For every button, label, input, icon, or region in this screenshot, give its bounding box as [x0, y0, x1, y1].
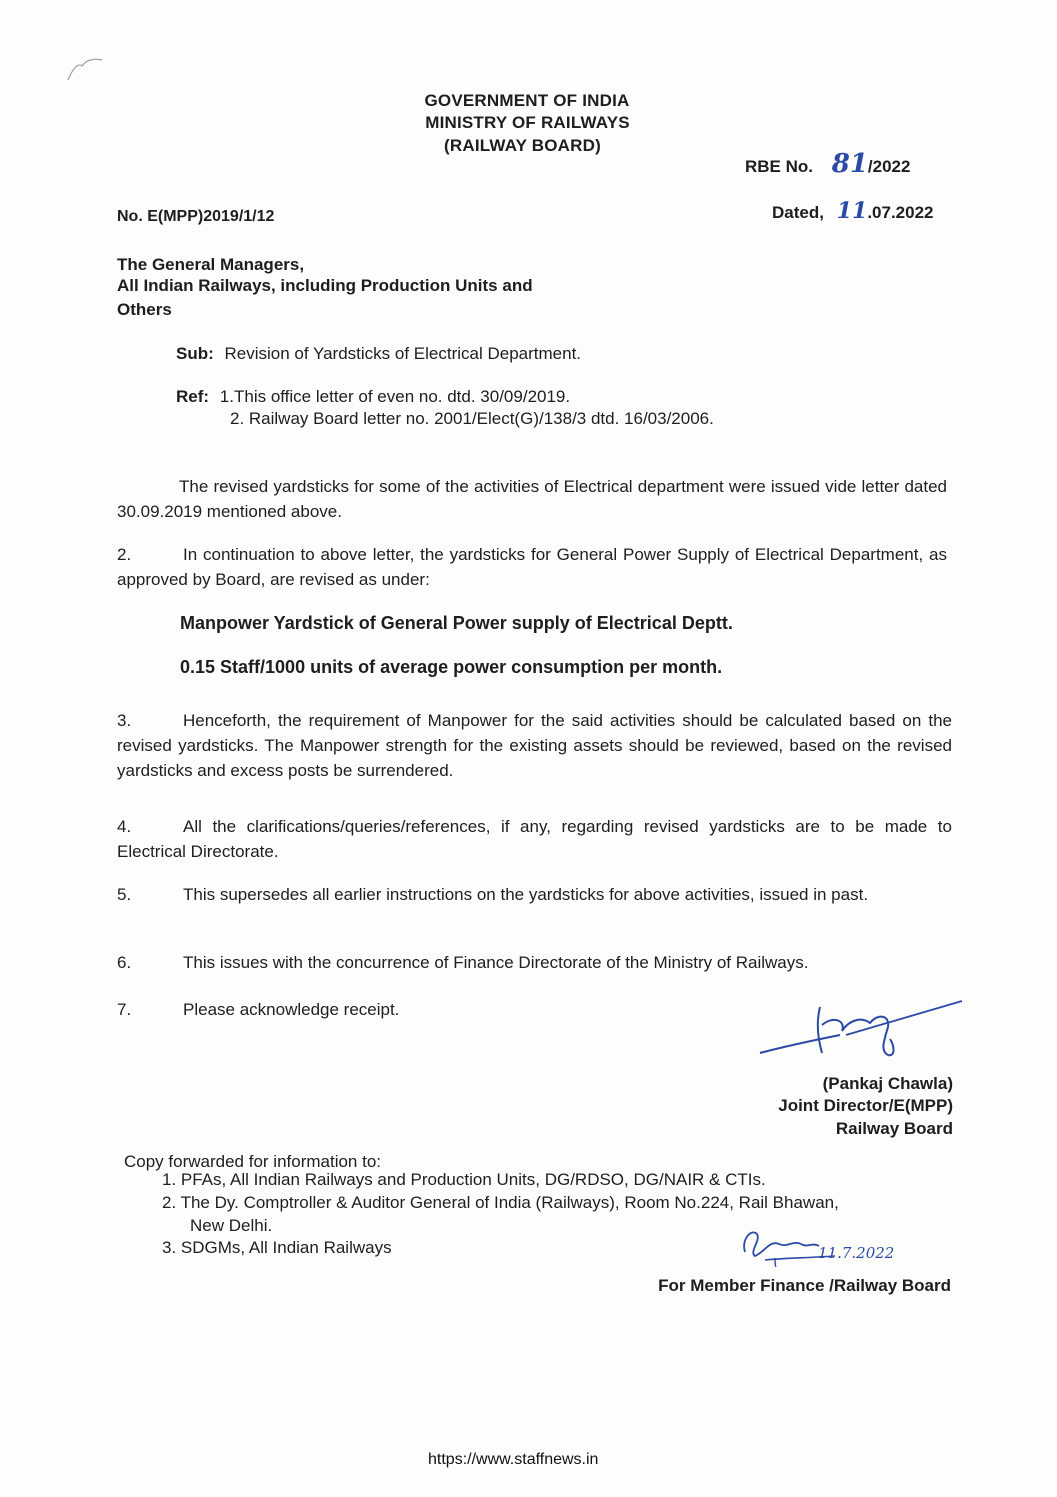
paragraph-5-text: This supersedes all earlier instructions on the yardsticks for above activities, issued in past. [183, 885, 869, 904]
paragraph-7-number: 7. [117, 1000, 132, 1019]
dated-label: Dated, [772, 203, 824, 222]
for-member-finance: For Member Finance /Railway Board [658, 1276, 951, 1295]
paragraph-5 [117, 882, 952, 907]
rbe-handwritten-number: 81 [831, 149, 868, 179]
paragraph-4-number: 4. [117, 817, 132, 836]
yardstick-value: 0.15 Staff/1000 units of average power consumption per month. [180, 657, 723, 677]
reference-item-2: 2. Railway Board letter no. 2001/Elect(G)/138/3 dtd. 16/03/2006. [230, 409, 714, 428]
paragraph-6 [117, 950, 952, 975]
reference-item-1: 1.This office letter of even no. dtd. 30/09/2019. [219, 387, 571, 406]
signature-icon [750, 995, 970, 1065]
paragraph-7-text: Please acknowledge receipt. [183, 1000, 400, 1019]
copy-item-3: 3. SDGMs, All Indian Railways [162, 1238, 392, 1257]
paragraph-3-text: Henceforth, the requirement of Manpower for the said activities should be calculated based on the revised yardsticks. The Manpower strength for the existing assets should be reviewed, based on the revised yardsticks and excess posts be surrendered. [117, 711, 952, 780]
subject [176, 342, 581, 366]
rbe-year: /2022 [867, 157, 911, 176]
paragraph-4-text: All the clarifications/queries/references, if any, regarding revised yardsticks are to be made to Electrical Directorate. [117, 817, 952, 861]
subject-label: Sub: [176, 344, 214, 363]
copy-intro: Copy forwarded for information to: [124, 1152, 382, 1171]
signatory-office: Railway Board [835, 1119, 953, 1138]
dated-rest: .07.2022 [867, 203, 934, 222]
paragraph-6-text: This issues with the concurrence of Finance Directorate of the Ministry of Railways. [183, 953, 809, 972]
copy-item-1: 1. PFAs, All Indian Railways and Production Units, DG/RDSO, DG/NAIR & CTIs. [162, 1170, 766, 1189]
paragraph-4 [117, 814, 952, 864]
paragraph-2-number: 2. [117, 545, 132, 564]
signatory-designation: Joint Director/E(MPP) [778, 1096, 953, 1115]
pen-mark-icon [60, 50, 110, 90]
header-line-1: GOVERNMENT OF INDIA [424, 91, 630, 110]
paragraph-6-number: 6. [117, 953, 132, 972]
paragraph-3-number: 3. [117, 711, 132, 730]
signatory-name: (Pankaj Chawla) [822, 1074, 953, 1093]
copy-item-2: 2. The Dy. Comptroller & Auditor General of India (Railways), Room No.224, Rail Bhawan, [162, 1193, 839, 1212]
rbe-label: RBE No. [745, 157, 813, 176]
reference-label: Ref: [176, 387, 210, 406]
paragraph-2 [117, 542, 947, 592]
footer-url: https://www.staffnews.in [428, 1451, 599, 1468]
addressee-line-2: All Indian Railways, including Production Units and [117, 276, 533, 295]
yardstick-heading: Manpower Yardstick of General Power supply of Electrical Deptt. [180, 613, 733, 633]
dated-handwritten-day: 11 [836, 198, 868, 224]
copy-item-2-cont: New Delhi. [190, 1216, 273, 1235]
paragraph-5-number: 5. [117, 885, 132, 904]
dated [772, 199, 934, 225]
file-number: No. E(MPP)2019/1/12 [117, 208, 275, 225]
addressee-line-3: Others [117, 300, 172, 319]
paragraph-2-text: In continuation to above letter, the yardsticks for General Power Supply of Electrical Department, as approved by Board, are revised as under: [117, 545, 947, 589]
header-line-3: (RAILWAY BOARD) [444, 136, 601, 155]
addressee-line-1: The General Managers, [117, 255, 305, 274]
header-line-2: MINISTRY OF RAILWAYS [425, 113, 630, 132]
handwritten-date: 11.7.2022 [818, 1244, 895, 1262]
paragraph-1: The revised yardsticks for some of the activities of Electrical department were issued vide letter dated 30.09.2019 mentioned above. [117, 477, 947, 521]
paragraph-3 [117, 708, 952, 783]
rbe-number [745, 149, 911, 179]
subject-text: Revision of Yardsticks of Electrical Department. [224, 344, 582, 363]
reference-1 [176, 385, 570, 409]
paragraph-7 [117, 997, 617, 1022]
